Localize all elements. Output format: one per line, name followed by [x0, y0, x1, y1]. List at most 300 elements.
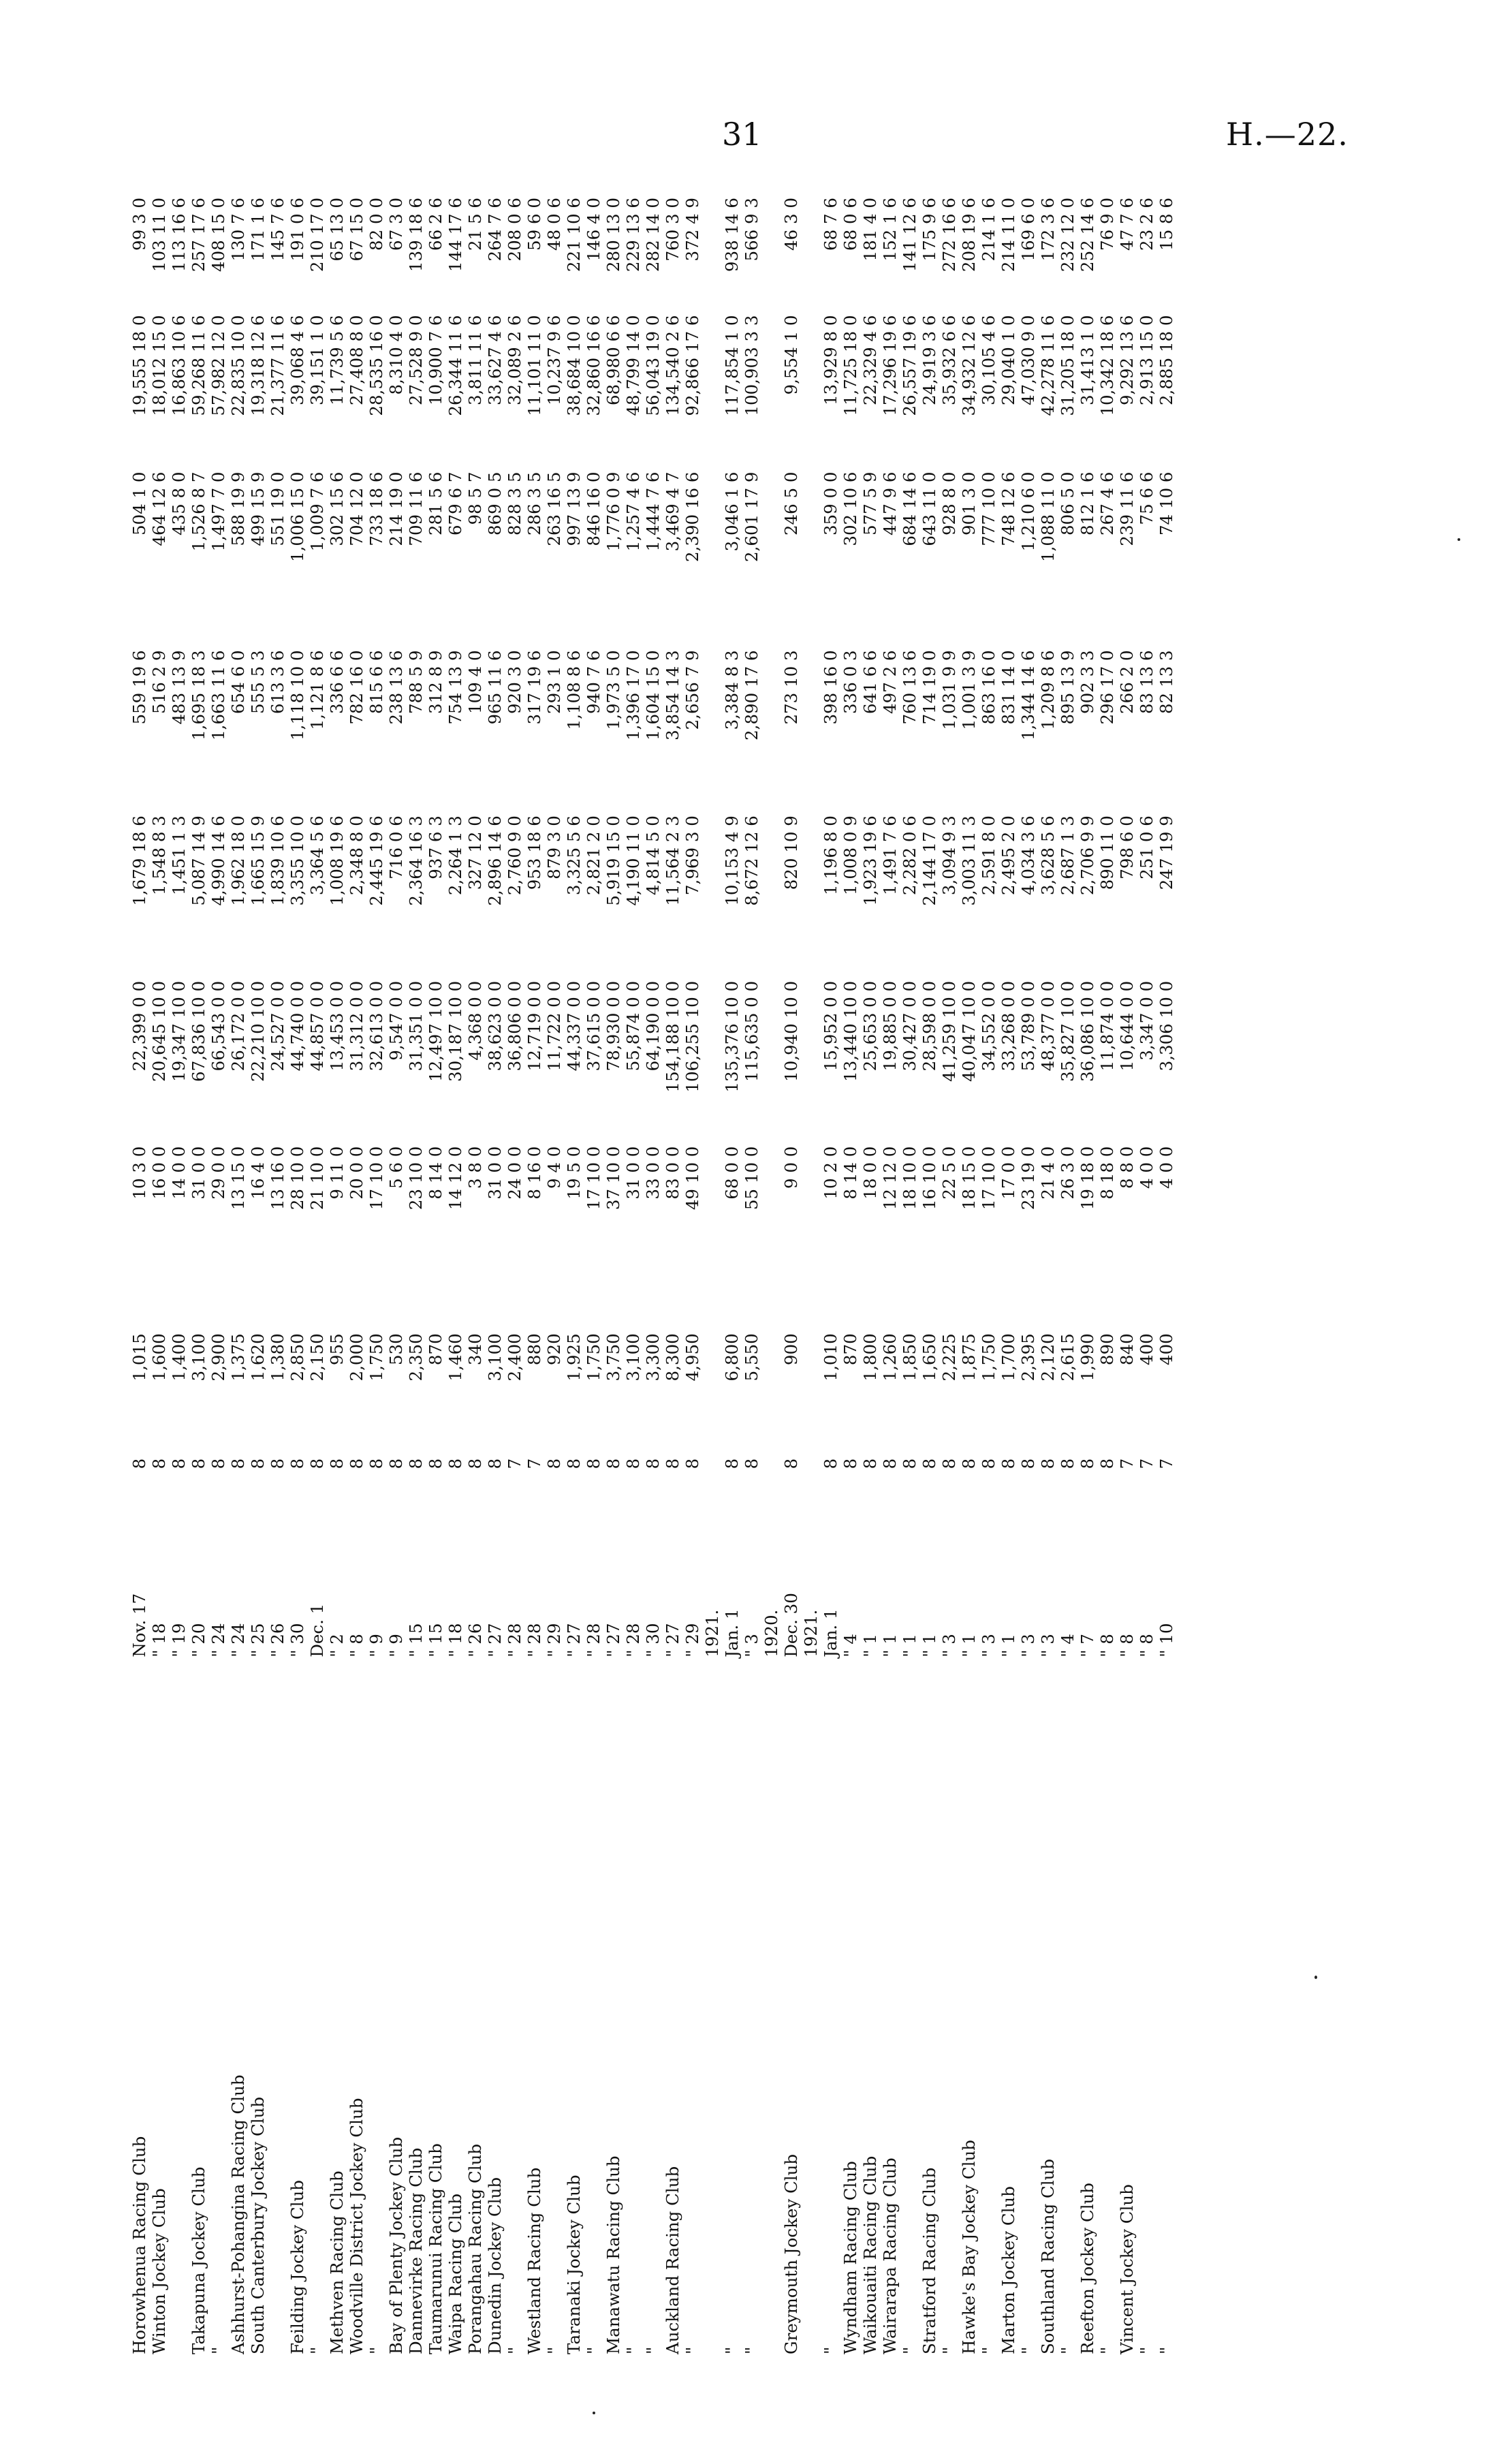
cell-club: ": [1137, 2346, 1156, 2354]
cell-c8: 264 7 6: [485, 198, 505, 262]
cell-days: 8: [663, 1458, 682, 1469]
table-body: [129, 191, 1176, 2357]
cell-club: Wairarapa Racing Club: [880, 2157, 900, 2354]
cell-c7: 10,900 7 6: [426, 315, 445, 406]
cell-c3: 11,722 0 0: [544, 980, 564, 1072]
scan-speck: [1458, 538, 1460, 541]
cell-c6: 447 9 6: [880, 471, 900, 536]
cell-c5: 714 19 0: [919, 650, 939, 725]
cell-c7: 27,528 9 0: [406, 315, 426, 406]
cell-c7: 10,342 18 6: [1097, 315, 1117, 416]
cell-club: Feilding Jockey Club: [287, 2180, 307, 2354]
cell-c6: 828 3 5: [505, 471, 524, 536]
table-row: [584, 191, 603, 2357]
cell-date: " 1: [998, 1634, 1018, 1657]
cell-c8: 21 5 6: [465, 198, 485, 251]
cell-c5: 1,108 8 6: [564, 650, 584, 730]
cell-c2: 18 15 0: [959, 1146, 979, 1211]
cell-c6: 806 5 0: [1058, 471, 1077, 536]
cell-c5: 1,031 9 9: [939, 650, 959, 730]
cell-c8: 152 1 6: [880, 198, 900, 262]
cell-c8: 103 11 0: [149, 198, 169, 272]
cell-c2: 3 8 0: [465, 1146, 485, 1189]
cell-days: 8: [564, 1458, 584, 1469]
cell-c6: 1,006 15 0: [287, 471, 307, 563]
cell-c5: 273 10 3: [781, 650, 801, 725]
cell-c1: [801, 1326, 821, 1444]
cell-c4: 937 6 3: [426, 815, 445, 879]
cell-c1: 3,100: [189, 1333, 208, 1382]
cell-date: Jan. 1: [722, 1608, 742, 1657]
cell-c6: 246 5 0: [781, 471, 801, 536]
cell-c7: 19,318 12 6: [248, 315, 268, 416]
cell-days: 7: [524, 1458, 544, 1469]
table-row: [702, 191, 722, 2357]
cell-c5: 815 6 6: [366, 650, 386, 714]
cell-c5: [702, 643, 722, 809]
cell-c3: 78,930 0 0: [603, 980, 623, 1072]
cell-c7: 32,860 16 6: [584, 315, 603, 416]
cell-club: Waipa Racing Club: [445, 2193, 465, 2354]
cell-club: ": [939, 2346, 959, 2354]
racing-clubs-table: [129, 191, 1176, 2357]
cell-c7: [801, 309, 821, 465]
table-row: [465, 191, 485, 2357]
cell-c1: 1,990: [1077, 1333, 1097, 1382]
cell-club: [801, 1657, 821, 2357]
cell-days: 8: [919, 1458, 939, 1469]
cell-c2: 9 4 0: [544, 1146, 564, 1189]
cell-c1: [702, 1326, 722, 1444]
cell-c6: 1,210 6 0: [1018, 471, 1038, 552]
cell-c8: 144 17 6: [445, 198, 465, 272]
cell-c7: 27,408 8 0: [347, 315, 366, 406]
cell-date: " 2: [327, 1634, 347, 1657]
cell-c3: 41,259 10 0: [939, 980, 959, 1082]
cell-c6: 359 0 0: [821, 471, 840, 536]
cell-c7: 17,296 19 6: [880, 315, 900, 416]
cell-c4: 716 0 6: [386, 815, 406, 879]
cell-c4: 247 19 9: [1156, 815, 1176, 890]
cell-c2: 12 12 0: [880, 1146, 900, 1211]
cell-date: " 24: [228, 1623, 248, 1657]
table-row: [287, 191, 307, 2357]
cell-c6: 3,469 4 7: [663, 471, 682, 552]
cell-c2: 14 12 0: [445, 1146, 465, 1211]
cell-date: " 1: [919, 1634, 939, 1657]
cell-c8: [801, 191, 821, 309]
cell-date: " 7: [1077, 1634, 1097, 1657]
cell-date: " 27: [663, 1623, 682, 1657]
cell-c5: 902 3 3: [1077, 650, 1097, 714]
cell-date: " 9: [386, 1634, 406, 1657]
cell-club: ": [505, 2346, 524, 2354]
cell-days: 7: [1137, 1458, 1156, 1469]
cell-c6: 464 12 6: [149, 471, 169, 546]
cell-c4: 3,364 5 6: [307, 815, 327, 896]
cell-c6: 1,526 8 7: [189, 471, 208, 552]
cell-c7: 28,535 16 0: [366, 315, 386, 416]
cell-c2: 31 0 0: [485, 1146, 505, 1200]
cell-c4: 1,923 19 6: [860, 815, 880, 906]
cell-date: " 8: [1097, 1634, 1117, 1657]
cell-c2: 17 10 0: [366, 1146, 386, 1211]
cell-date: Dec. 30: [781, 1593, 801, 1657]
cell-days: 8: [228, 1458, 248, 1469]
cell-c5: 336 6 6: [327, 650, 347, 714]
cell-c4: 4,190 11 0: [623, 815, 643, 906]
cell-c5: 788 5 9: [406, 650, 426, 714]
cell-c8: 214 11 0: [998, 198, 1018, 272]
cell-c3: 36,086 10 0: [1077, 980, 1097, 1082]
cell-c8: 68 7 6: [821, 198, 840, 251]
cell-date: " 1: [900, 1634, 919, 1657]
cell-c7: 11,739 5 6: [327, 315, 347, 406]
cell-c3: 53,789 0 0: [1018, 980, 1038, 1072]
cell-c2: 24 0 0: [505, 1146, 524, 1200]
cell-c5: 1,695 18 3: [189, 650, 208, 741]
cell-c8: 82 0 0: [366, 198, 386, 251]
cell-days: 8: [840, 1458, 860, 1469]
cell-date: " 20: [189, 1623, 208, 1657]
cell-c6: 263 16 5: [544, 471, 564, 546]
cell-date: " 3: [979, 1634, 998, 1657]
cell-date: " 1: [959, 1634, 979, 1657]
cell-c8: 169 6 0: [1018, 198, 1038, 262]
cell-c5: 2,890 17 6: [742, 650, 761, 741]
cell-c2: 10 3 0: [129, 1146, 149, 1200]
cell-c4: 2,282 0 6: [900, 815, 919, 896]
cell-club: ": [208, 2346, 228, 2354]
cell-c3: 4,368 0 0: [465, 980, 485, 1061]
cell-c8: 221 10 6: [564, 198, 584, 272]
cell-c6: 302 10 6: [840, 471, 860, 546]
table-row: [1097, 191, 1117, 2357]
cell-club: Woodville District Jockey Club: [347, 2098, 366, 2354]
cell-c4: 327 12 0: [465, 815, 485, 890]
cell-c6: 2,390 16 6: [682, 471, 702, 563]
cell-days: 8: [623, 1458, 643, 1469]
table-row: [307, 191, 327, 2357]
cell-c7: 30,105 4 6: [979, 315, 998, 406]
cell-c6: 2,601 17 9: [742, 471, 761, 563]
table-row: [445, 191, 465, 2357]
cell-c7: 2,885 18 0: [1156, 315, 1176, 406]
cell-days: 8: [149, 1458, 169, 1469]
cell-c2: 10 2 0: [821, 1146, 840, 1200]
cell-c1: 1,800: [860, 1333, 880, 1382]
cell-c8: 232 12 0: [1058, 198, 1077, 272]
cell-c3: 34,552 0 0: [979, 980, 998, 1072]
table-row: [1058, 191, 1077, 2357]
cell-club: Takapuna Jockey Club: [189, 2166, 208, 2354]
cell-days: 8: [603, 1458, 623, 1469]
cell-club: Bay of Plenty Jockey Club: [386, 2136, 406, 2354]
cell-c6: 928 8 0: [939, 471, 959, 536]
cell-c5: 1,001 3 9: [959, 650, 979, 730]
cell-c1: 1,460: [445, 1333, 465, 1382]
cell-date: " 19: [169, 1623, 189, 1657]
cell-c2: 18 0 0: [860, 1146, 880, 1200]
cell-c3: 36,806 0 0: [505, 980, 524, 1072]
cell-c7: 10,237 9 6: [544, 315, 564, 406]
cell-c4: 4,034 3 6: [1018, 815, 1038, 896]
cell-c2: [761, 1140, 781, 1327]
cell-c4: 10,153 4 9: [722, 815, 742, 906]
cell-c3: 55,874 0 0: [623, 980, 643, 1072]
table-row: [208, 191, 228, 2357]
cell-c7: 9,554 1 0: [781, 315, 801, 395]
cell-club: Methven Racing Club: [327, 2170, 347, 2354]
cell-c1: 340: [465, 1333, 485, 1366]
cell-club: ": [722, 2346, 742, 2354]
cell-c7: 134,540 2 6: [663, 315, 682, 416]
cell-c2: 8 8 0: [1117, 1146, 1137, 1189]
cell-c2: 17 10 0: [584, 1146, 603, 1211]
cell-c3: 10,940 10 0: [781, 980, 801, 1082]
cell-days: 8: [998, 1458, 1018, 1469]
table-row: [544, 191, 564, 2357]
cell-c4: 1,839 10 6: [268, 815, 287, 906]
cell-c5: 266 2 0: [1117, 650, 1137, 714]
cell-days: 8: [327, 1458, 347, 1469]
rotated-table-container: [129, 191, 1355, 2357]
cell-c6: 643 11 0: [919, 471, 939, 546]
cell-days: 8: [544, 1458, 564, 1469]
cell-c4: 820 10 9: [781, 815, 801, 890]
cell-club: ": [742, 2346, 761, 2354]
cell-c2: 19 18 0: [1077, 1146, 1097, 1211]
cell-c3: 135,376 10 0: [722, 980, 742, 1093]
cell-c5: 293 1 0: [544, 650, 564, 714]
cell-c5: 559 19 6: [129, 650, 149, 725]
cell-c3: 67,836 10 0: [189, 980, 208, 1082]
cell-c7: 22,835 10 0: [228, 315, 248, 416]
cell-days: 7: [505, 1458, 524, 1469]
cell-c5: [801, 643, 821, 809]
cell-c5: 555 5 3: [248, 650, 268, 714]
cell-c1: 1,600: [149, 1333, 169, 1382]
cell-club: ": [1058, 2346, 1077, 2354]
cell-c6: 1,009 7 6: [307, 471, 327, 552]
cell-club: Waikouaiti Racing Club: [860, 2155, 880, 2354]
cell-club: Horowhenua Racing Club: [129, 2136, 149, 2354]
cell-days: 8: [268, 1458, 287, 1469]
cell-c2: 16 4 0: [248, 1146, 268, 1200]
cell-c5: 654 6 0: [228, 650, 248, 714]
cell-c3: 25,653 0 0: [860, 980, 880, 1072]
cell-c3: 12,719 0 0: [524, 980, 544, 1072]
cell-club: ": [900, 2346, 919, 2354]
table-row: [998, 191, 1018, 2357]
cell-c3: 15,952 0 0: [821, 980, 840, 1072]
cell-c4: [761, 809, 781, 974]
cell-c4: 2,495 2 0: [998, 815, 1018, 896]
cell-c3: 44,857 0 0: [307, 980, 327, 1072]
cell-c6: 435 8 0: [169, 471, 189, 536]
table-row: [347, 191, 366, 2357]
cell-c5: 1,118 10 0: [287, 650, 307, 741]
table-row: [821, 191, 840, 2357]
cell-date: " 28: [524, 1623, 544, 1657]
cell-c1: 3,750: [603, 1333, 623, 1382]
cell-c7: 16,863 10 6: [169, 315, 189, 416]
cell-c1: 1,010: [821, 1333, 840, 1382]
cell-c1: [761, 1326, 781, 1444]
cell-c5: 754 13 9: [445, 650, 465, 725]
cell-c8: [702, 191, 722, 309]
cell-c5: 82 13 3: [1156, 650, 1176, 714]
cell-c4: 5,087 14 9: [189, 815, 208, 906]
cell-days: 8: [880, 1458, 900, 1469]
cell-club: ": [584, 2346, 603, 2354]
cell-c3: 24,527 0 0: [268, 980, 287, 1072]
cell-c7: 92,866 17 6: [682, 315, 702, 416]
cell-c3: 115,635 0 0: [742, 980, 761, 1082]
cell-c4: 2,821 2 0: [584, 815, 603, 896]
cell-days: 8: [1058, 1458, 1077, 1469]
cell-c2: 14 0 0: [169, 1146, 189, 1200]
cell-c3: [801, 974, 821, 1140]
cell-c6: 679 6 7: [445, 471, 465, 536]
cell-c4: 890 11 0: [1097, 815, 1117, 890]
cell-c5: 940 7 6: [584, 650, 603, 714]
cell-c2: 9 11 0: [327, 1146, 347, 1200]
table-row: [1018, 191, 1038, 2357]
cell-c5: 1,663 11 6: [208, 650, 228, 741]
cell-c2: 8 16 0: [524, 1146, 544, 1200]
table-row: [505, 191, 524, 2357]
cell-c3: [761, 974, 781, 1140]
cell-date: " 25: [248, 1623, 268, 1657]
cell-c5: 483 13 9: [169, 650, 189, 725]
cell-club: ": [1097, 2346, 1117, 2354]
cell-c2: 4 0 0: [1137, 1146, 1156, 1189]
cell-c6: 1,257 4 6: [623, 471, 643, 552]
cell-c6: 733 18 6: [366, 471, 386, 546]
table-row: [1117, 191, 1137, 2357]
cell-date: Nov. 17: [129, 1593, 149, 1657]
cell-date: " 8: [347, 1634, 366, 1657]
table-row: [880, 191, 900, 2357]
cell-c1: 870: [840, 1333, 860, 1366]
cell-c7: 48,799 14 0: [623, 315, 643, 416]
cell-date: Dec. 1: [307, 1603, 327, 1657]
cell-c1: 2,850: [287, 1333, 307, 1382]
cell-days: 7: [1117, 1458, 1137, 1469]
cell-c3: 66,543 0 0: [208, 980, 228, 1072]
table-row: [761, 191, 781, 2357]
cell-c7: 26,557 19 6: [900, 315, 919, 416]
cell-c3: 30,427 0 0: [900, 980, 919, 1072]
cell-club: Taumarunui Racing Club: [426, 2143, 445, 2354]
cell-c6: 286 3 5: [524, 471, 544, 536]
cell-c8: 46 3 0: [781, 198, 801, 251]
cell-days: 8: [445, 1458, 465, 1469]
table-row: [742, 191, 761, 2357]
cell-c8: 208 0 6: [505, 198, 524, 262]
cell-club: Stratford Racing Club: [919, 2167, 939, 2354]
cell-c4: 5,919 15 0: [603, 815, 623, 906]
table-row: [386, 191, 406, 2357]
cell-c1: 890: [1097, 1333, 1117, 1366]
cell-c1: 1,700: [998, 1333, 1018, 1382]
cell-c1: 3,300: [643, 1333, 663, 1382]
cell-c2: 20 0 0: [347, 1146, 366, 1200]
cell-c8: 172 3 6: [1038, 198, 1058, 262]
cell-c1: 1,750: [584, 1333, 603, 1382]
cell-c5: 1,344 14 6: [1018, 650, 1038, 741]
cell-c2: 9 0 0: [781, 1146, 801, 1189]
cell-c1: 1,400: [169, 1333, 189, 1382]
cell-c8: 938 14 6: [722, 198, 742, 272]
cell-c1: 1,260: [880, 1333, 900, 1382]
table-row: [564, 191, 584, 2357]
cell-c8: 208 19 6: [959, 198, 979, 272]
cell-days: 8: [465, 1458, 485, 1469]
cell-c8: 141 12 6: [900, 198, 919, 272]
cell-c5: 920 3 0: [505, 650, 524, 714]
cell-c4: 3,003 11 3: [959, 815, 979, 906]
cell-c8: 171 1 6: [248, 198, 268, 262]
cell-c7: 11,725 18 0: [840, 315, 860, 416]
cell-c5: 782 16 0: [347, 650, 366, 725]
cell-date: " 27: [603, 1623, 623, 1657]
cell-c3: 26,172 0 0: [228, 980, 248, 1072]
cell-c8: 67 3 0: [386, 198, 406, 251]
cell-c7: 2,913 15 0: [1137, 315, 1156, 406]
cell-c4: 251 0 6: [1137, 815, 1156, 879]
cell-date: " 26: [268, 1623, 287, 1657]
cell-c6: 1,088 11 0: [1038, 471, 1058, 563]
cell-c1: 400: [1137, 1333, 1156, 1366]
cell-c4: 2,348 8 0: [347, 815, 366, 896]
cell-c8: 68 0 6: [840, 198, 860, 251]
cell-c2: 21 4 0: [1038, 1146, 1058, 1200]
cell-c1: 1,015: [129, 1333, 149, 1382]
document-reference: H.—22.: [1226, 116, 1349, 153]
cell-c7: 29,040 1 0: [998, 315, 1018, 406]
cell-c4: 2,364 16 3: [406, 815, 426, 906]
cell-c8: 113 16 6: [169, 198, 189, 272]
cell-c8: 99 3 0: [129, 198, 149, 251]
cell-days: 8: [682, 1458, 702, 1469]
cell-c6: 684 14 6: [900, 471, 919, 546]
cell-c7: 24,919 3 6: [919, 315, 939, 406]
cell-c8: 229 13 6: [623, 198, 643, 272]
cell-date: " 29: [682, 1623, 702, 1657]
cell-date: " 24: [208, 1623, 228, 1657]
cell-c1: 2,400: [505, 1333, 524, 1382]
cell-c4: 2,264 1 3: [445, 815, 465, 896]
cell-date: " 4: [1058, 1634, 1077, 1657]
cell-c8: 272 16 6: [939, 198, 959, 272]
table-row: [228, 191, 248, 2357]
cell-c6: 75 6 6: [1137, 471, 1156, 525]
cell-club: ": [366, 2346, 386, 2354]
cell-c6: 98 5 7: [465, 471, 485, 525]
cell-club: ": [1156, 2346, 1176, 2354]
cell-days: 8: [1077, 1458, 1097, 1469]
cell-c3: 106,255 10 0: [682, 980, 702, 1093]
cell-c7: 11,101 11 0: [524, 315, 544, 416]
cell-c6: 1,444 7 6: [643, 471, 663, 552]
cell-c7: 13,929 8 0: [821, 315, 840, 406]
cell-c4: 8,672 12 6: [742, 815, 761, 906]
cell-c8: 181 4 0: [860, 198, 880, 262]
cell-days: 8: [406, 1458, 426, 1469]
cell-club: Wyndham Racing Club: [840, 2161, 860, 2354]
